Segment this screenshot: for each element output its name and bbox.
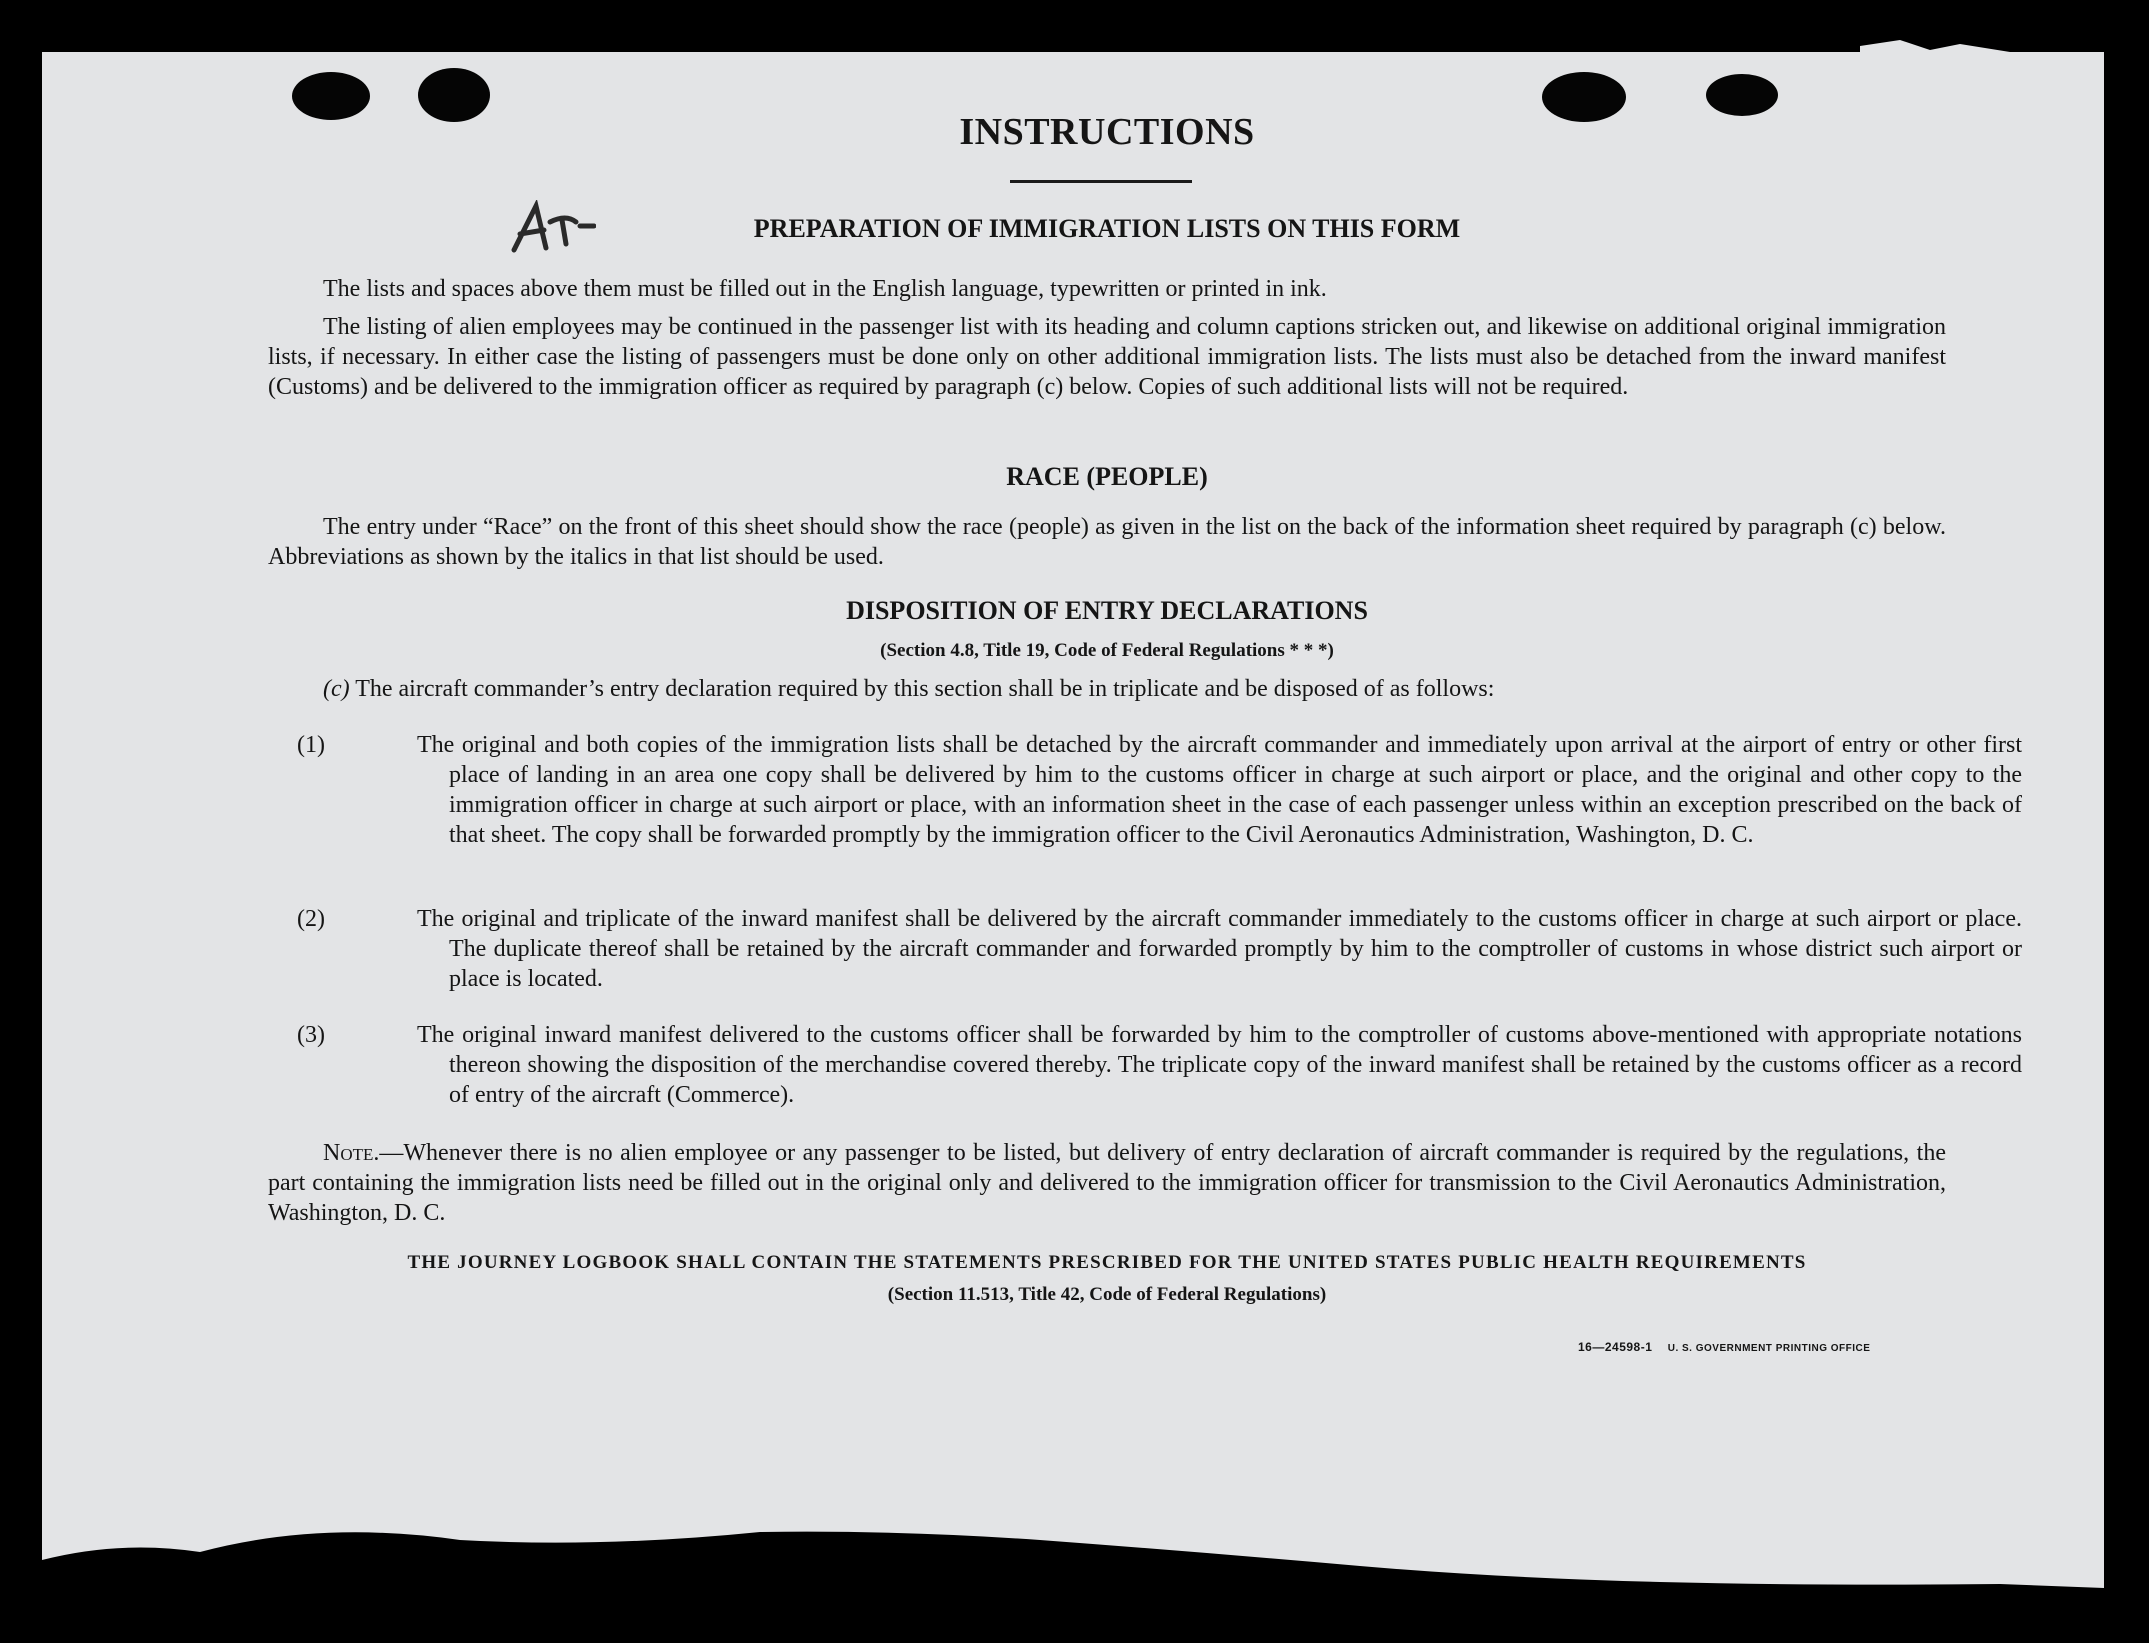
- preparation-paragraph-1: The lists and spaces above them must be filled out in the English language, typewritten or printed in ink.: [323, 276, 1327, 302]
- printing-office: U. S. GOVERNMENT PRINTING OFFICE: [1667, 1343, 1871, 1354]
- handwritten-mark-icon: [506, 200, 596, 260]
- item-text: The original inward manifest delivered to the customs officer shall be forwarded by him to the comptroller of customs above-mentioned with appropriate notations thereon showing the disposition of the merchandise covered thereby. The triplicate copy of the inward manifest shall be retained by the customs officer as a record of entry of the aircraft (Commerce).: [417, 1022, 2022, 1108]
- printer-imprint: [1578, 1340, 1870, 1354]
- health-requirements-citation: (Section 11.513, Title 42, Code of Federal Regulations): [887, 1284, 1327, 1305]
- disposition-heading: DISPOSITION OF ENTRY DECLARATIONS: [846, 596, 1368, 625]
- note-text: —Whenever there is no alien employee or any passenger to be listed, but delivery of entry declaration of aircraft commander is required by the regulations, the part containing the immigration lists need be filled out in the original only and delivered to the immigration officer for transmission to the Civil Aeronautics Administration, Washington, D. C.: [268, 1140, 1946, 1226]
- note-paragraph: [268, 1138, 1946, 1228]
- paper-sheet: [42, 52, 2104, 1602]
- race-heading: RACE (PEOPLE): [1006, 462, 1208, 491]
- bleed-through-text: [272, 164, 281, 202]
- paragraph-c-label: (c): [323, 676, 350, 702]
- disposition-item-2: [297, 904, 2022, 994]
- item-text: The original and both copies of the immigration lists shall be detached by the aircraft commander and immediately upon arrival at the airport of entry or other first place of landing in an area one copy shall be delivered by him to the customs officer in charge at such airport or place, and the original and other copy to the immigration officer in charge at such airport or place, with an information sheet in the case of each passenger unless within an exception prescribed on the back of that sheet. The copy shall be forwarded promptly by the immigration officer to the Civil Aeronautics Administration, Washington, D. C.: [417, 732, 2022, 848]
- race-paragraph: The entry under “Race” on the front of this sheet should show the race (people) as given in the list on the back of the information sheet required by paragraph (c) below. Abbreviations as shown by the italics in that list should be used.: [268, 514, 1946, 570]
- disposition-item-1: [297, 730, 2022, 850]
- disposition-item-3: [297, 1020, 2022, 1110]
- health-requirements-line: THE JOURNEY LOGBOOK SHALL CONTAIN THE STATEMENTS PRESCRIBED FOR THE UNITED STATES PUBLIC HEALTH REQUIREMENTS: [407, 1252, 1807, 1273]
- item-number: (2): [297, 906, 325, 932]
- item-number: (1): [297, 732, 325, 758]
- preparation-heading: PREPARATION OF IMMIGRATION LISTS ON THIS FORM: [753, 214, 1461, 243]
- disposition-intro: [268, 674, 1946, 704]
- disposition-subheading: (Section 4.8, Title 19, Code of Federal Regulations * * *): [880, 640, 1334, 661]
- title-underline: [1010, 180, 1192, 183]
- preparation-paragraph-2: The listing of alien employees may be continued in the passenger list with its heading and column captions stricken out, and likewise on additional original immigration lists, if necessary. In either case the listing of passengers must be done only on other additional immigration lists. The lists must also be detached from the inward manifest (Customs) and be delivered to the immigration officer as required by paragraph (c) below. Copies of such additional lists will not be required.: [268, 314, 1946, 400]
- note-label: Note.: [323, 1140, 380, 1166]
- paragraph-c-text: The aircraft commander’s entry declaration required by this section shall be in triplicate and be disposed of as follows:: [355, 676, 1495, 702]
- item-number: (3): [297, 1022, 325, 1048]
- form-code: 16—24598-1: [1578, 1340, 1653, 1354]
- item-text: The original and triplicate of the inward manifest shall be delivered by the aircraft commander immediately to the customs officer in charge at such airport or place. The duplicate thereof shall be retained by the aircraft commander and forwarded promptly by him to the comptroller of customs in whose district such airport or place is located.: [417, 906, 2022, 992]
- page-title: INSTRUCTIONS: [959, 111, 1255, 153]
